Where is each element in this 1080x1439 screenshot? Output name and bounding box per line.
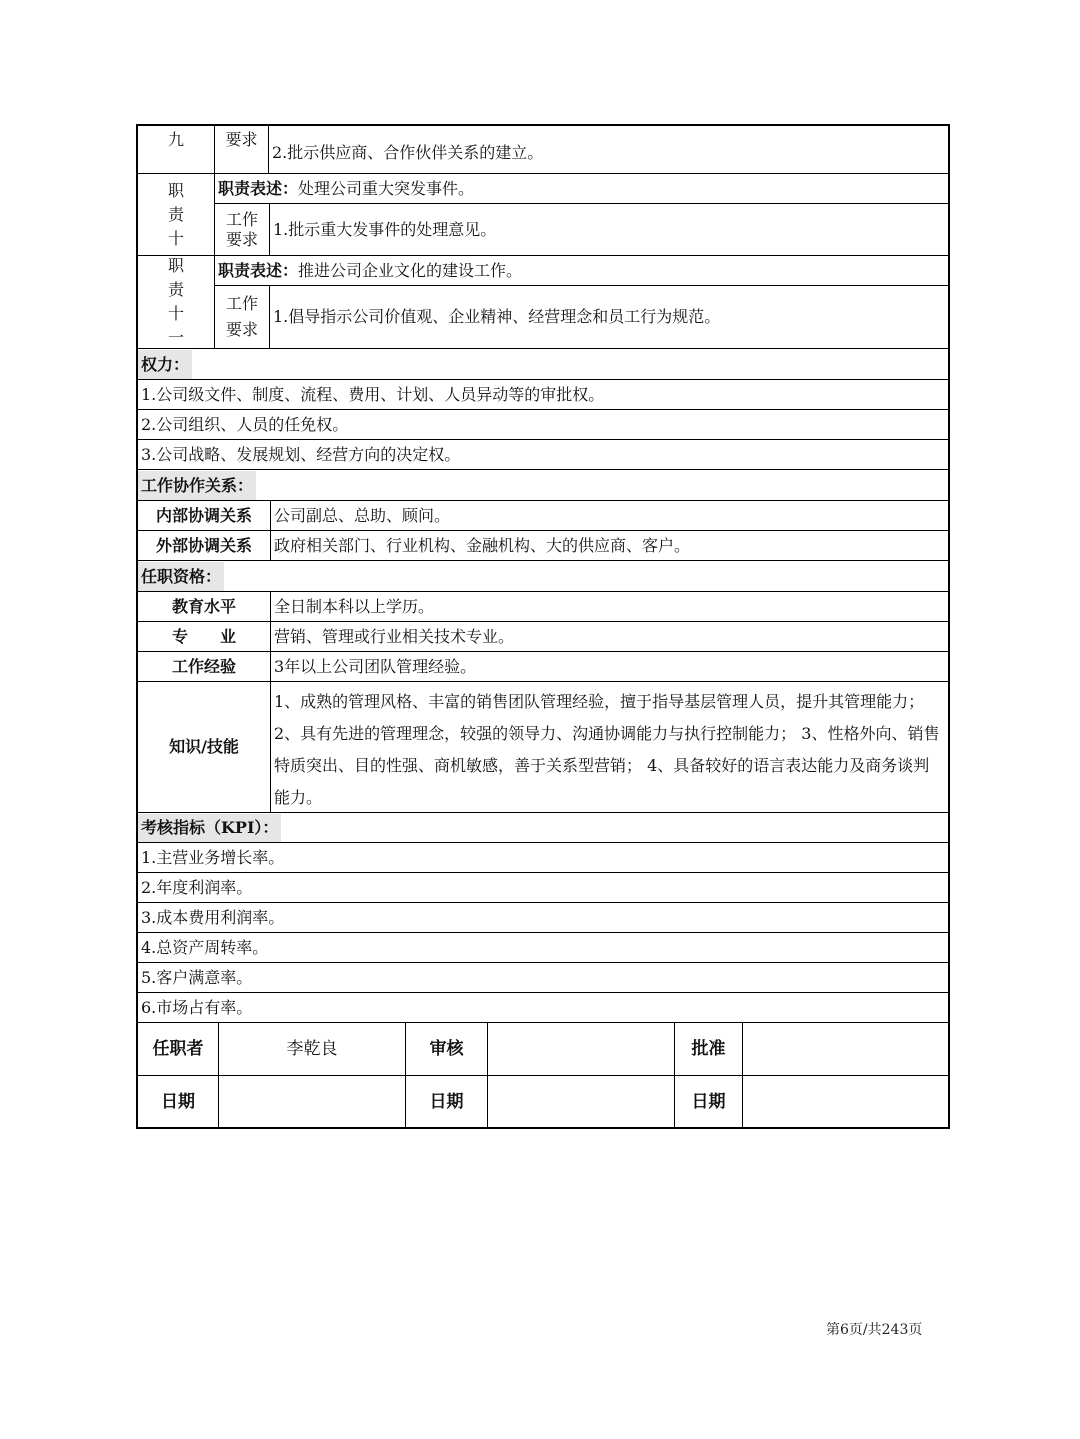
duty-9-row (138, 126, 948, 173)
external-relation-label: 外部协调关系 (155, 535, 252, 555)
experience-label: 工作经验 (171, 656, 236, 676)
kpi-title: 考核指标（KPI）： (138, 814, 281, 842)
duty-11-label-char: 一 (167, 328, 184, 347)
external-relation-value: 政府相关部门、行业机构、金融机构、大的供应商、客户。 (270, 531, 948, 560)
duty-10-req-text: 1.批示重大发事件的处理意见。 (269, 204, 948, 255)
holder-label: 任职者 (152, 1039, 204, 1059)
page-number: 第6页/共243页 (826, 1322, 923, 1338)
skills-label: 知识/技能 (169, 737, 239, 756)
major-label: 专 业 (171, 626, 236, 646)
holder-date-field[interactable] (218, 1076, 405, 1127)
duty-11-label-char: 责 (167, 280, 184, 299)
approve-date-field[interactable] (742, 1076, 948, 1127)
duty-11-req-label-line: 工作 (225, 294, 258, 313)
kpi-item: 3.成本费用利润率。 (138, 902, 948, 932)
kpi-item: 1.主营业务增长率。 (138, 842, 948, 872)
date-row (138, 1075, 948, 1127)
duty-9-req-label: 要求 (214, 126, 268, 173)
duty-9-req-text: 2.批示供应商、合作伙伴关系的建立。 (268, 126, 948, 173)
holder-date-label: 日期 (161, 1091, 195, 1112)
cooperation-title: 工作协作关系： (138, 471, 256, 500)
kpi-item: 4.总资产周转率。 (138, 932, 948, 962)
education-label: 教育水平 (171, 596, 236, 616)
duty-10-req-label-line: 工作 (225, 209, 258, 229)
review-date-label: 日期 (405, 1076, 487, 1127)
approve-date-label: 日期 (674, 1076, 742, 1127)
duty-11-desc (215, 256, 948, 286)
duty-11-req (215, 286, 948, 348)
duty-11-req-text: 1.倡导指示公司价值观、企业精神、经营理念和员工行为规范。 (269, 286, 948, 348)
kpi-header (138, 812, 948, 842)
major-row (138, 621, 948, 651)
skills-row (138, 681, 948, 812)
duty-11-block (138, 255, 948, 348)
duty-10-desc-label: 职责表述： (218, 178, 299, 198)
duty-10-req (215, 204, 948, 255)
job-description-table (136, 124, 950, 1129)
duty-9-label: 九 (167, 130, 184, 149)
review-date-field[interactable] (487, 1076, 674, 1127)
skills-value: 1、成熟的管理风格、丰富的销售团队管理经验，擅于指导基层管理人员，提升其管理能力；2、具有先进的管理理念，较强的领导力、沟通协调能力与执行控制能力； 3、性格外向、销售特质突出、目的性强、商机敏感，善于关系型营销； 4、具备较好的语言表达能力及商务谈判能力。 (270, 682, 948, 812)
major-value: 营销、管理或行业相关技术专业。 (270, 622, 948, 651)
duty-10-content (214, 174, 948, 255)
kpi-item: 5.客户满意率。 (138, 962, 948, 992)
review-signature[interactable] (487, 1023, 674, 1075)
authority-item: 1.公司级文件、制度、流程、费用、计划、人员异动等的审批权。 (138, 379, 948, 409)
authority-header (138, 348, 948, 379)
authority-title: 权力： (138, 350, 192, 379)
cooperation-header (138, 469, 948, 500)
duty-10-label (138, 174, 214, 255)
authority-item: 3.公司战略、发展规划、经营方向的决定权。 (138, 439, 948, 469)
kpi-item: 6.市场占有率。 (138, 992, 948, 1022)
qualification-title: 任职资格： (138, 562, 224, 591)
experience-value: 3年以上公司团队管理经验。 (270, 652, 948, 681)
duty-11-label-char: 十 (167, 304, 184, 323)
duty-10-req-label (215, 204, 269, 255)
duty-10-desc-text: 处理公司重大突发事件。 (298, 178, 475, 198)
review-label: 审核 (405, 1023, 487, 1075)
duty-10-label-char: 责 (167, 204, 184, 224)
duty-10-label-char: 十 (167, 228, 184, 248)
duty-11-desc-label: 职责表述： (218, 260, 299, 280)
duty-11-desc-text: 推进公司企业文化的建设工作。 (298, 260, 523, 280)
signoff-row (138, 1022, 948, 1075)
duty-10-block (138, 173, 948, 255)
education-value: 全日制本科以上学历。 (270, 592, 948, 621)
duty-10-req-label-line: 要求 (225, 229, 258, 249)
duty-10-label-char: 职 (167, 180, 184, 200)
duty-11-req-label-line: 要求 (225, 320, 258, 339)
authority-item: 2.公司组织、人员的任免权。 (138, 409, 948, 439)
external-relation-row (138, 530, 948, 560)
approve-label: 批准 (674, 1023, 742, 1075)
internal-relation-label: 内部协调关系 (155, 505, 252, 525)
internal-relation-row (138, 500, 948, 530)
experience-row (138, 651, 948, 681)
qualification-header (138, 560, 948, 591)
duty-11-label-char: 职 (167, 256, 184, 275)
approve-signature[interactable] (742, 1023, 948, 1075)
holder-name: 李乾良 (218, 1023, 405, 1075)
duty-11-req-label (215, 286, 269, 348)
kpi-item: 2.年度利润率。 (138, 872, 948, 902)
duty-11-content (214, 256, 948, 348)
duty-10-desc (215, 174, 948, 204)
internal-relation-value: 公司副总、总助、顾问。 (270, 501, 948, 530)
education-row (138, 591, 948, 621)
duty-11-label (138, 256, 214, 348)
